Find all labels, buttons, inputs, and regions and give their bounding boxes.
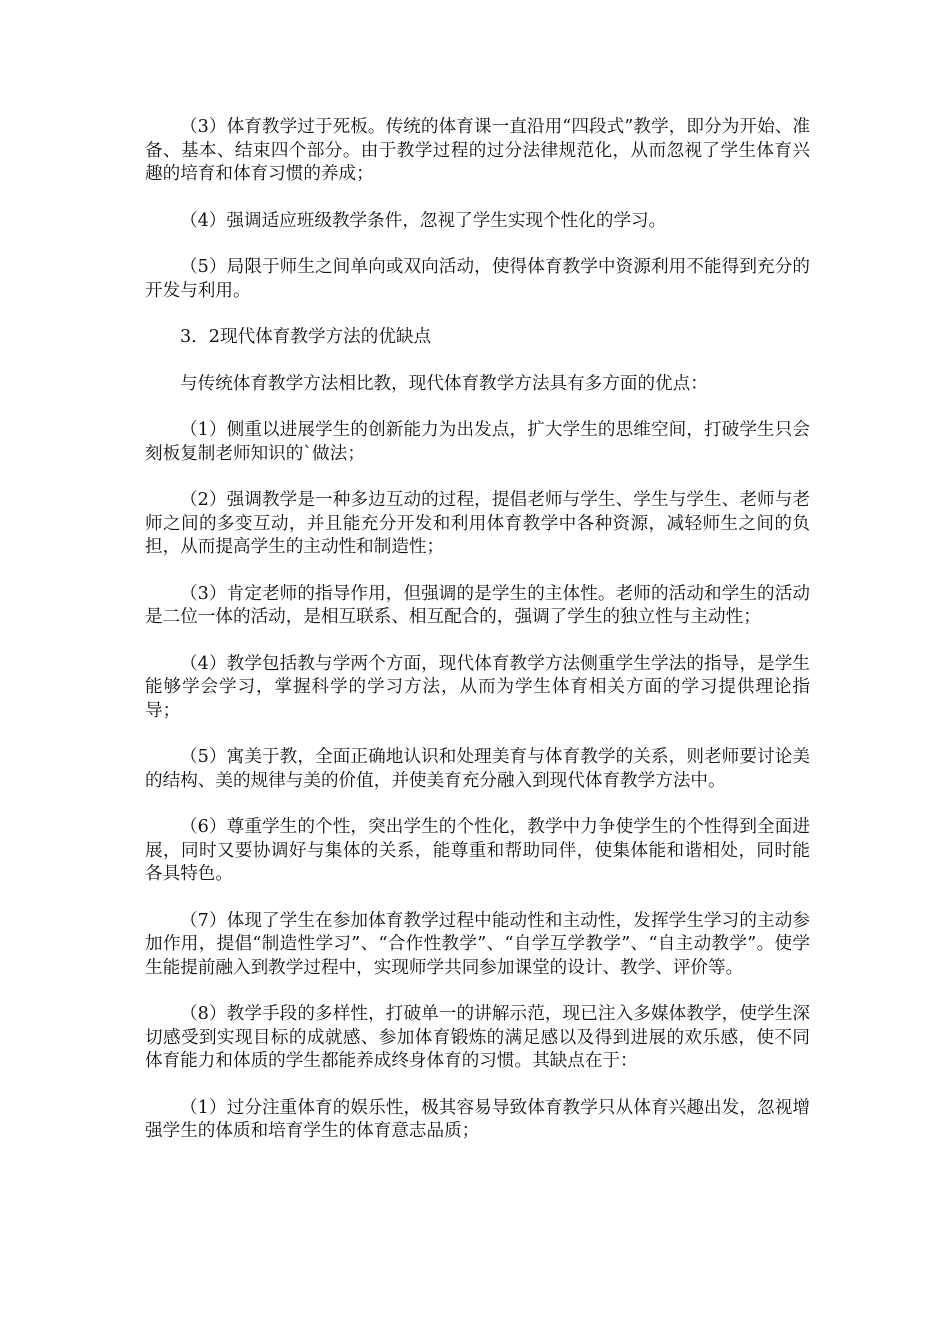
paragraph-advantage-5: （5）寓美于教，全面正确地认识和处理美育与体育教学的关系，则老师要讨论美的结构、美的规律与美的价值，并使美育充分融入到现代体育教学方法中。 bbox=[145, 747, 810, 791]
paragraph-advantage-2: （2）强调教学是一种多边互动的过程，提倡老师与学生、学生与学生、老师与老师之间的多变互动，并且能充分开发和利用体育教学中各种资源，减轻师生之间的负担，从而提高学生的主动性和制造性； bbox=[145, 490, 810, 557]
paragraph-advantage-4: （4）教学包括教与学两个方面，现代体育教学方法侧重学生学法的指导，是学生能够学会学习，掌握科学的学习方法，从而为学生体育相关方面的学习提供理论指导； bbox=[145, 653, 810, 721]
document-body bbox=[145, 116, 810, 1167]
paragraph-advantage-1: （1）侧重以进展学生的创新能力为出发点，扩大学生的思维空间，打破学生只会刻板复制老师知识的`做法； bbox=[145, 420, 810, 464]
paragraph-one-way-activity: （5）局限于师生之间单向或双向活动，使得体育教学中资源利用不能得到充分的开发与利用。 bbox=[145, 257, 810, 301]
paragraph-advantage-6: （6）尊重学生的个性，突出学生的个性化，教学中力争使学生的个性得到全面进展，同时又要协调好与集体的关系，能尊重和帮助同伴，使集体能和谐相处，同时能各具特色。 bbox=[145, 817, 810, 884]
paragraph-rigid-teaching: （3）体育教学过于死板。传统的体育课一直沿用“四段式”教学，即分为开始、准备、基本、结束四个部分。由于教学过程的过分法律规范化，从而忽视了学生体育兴趣的培育和体育习惯的养成； bbox=[145, 117, 810, 184]
paragraph-disadvantage-1: （1）过分注重体育的娱乐性，极其容易导致体育教学只从体育兴趣出发，忽视增强学生的体质和培育学生的体育意志品质； bbox=[145, 1097, 810, 1141]
paragraph-advantage-3: （3）肯定老师的指导作用，但强调的是学生的主体性。老师的活动和学生的活动是二位一体的活动，是相互联系、相互配合的，强调了学生的独立性与主动性； bbox=[145, 583, 810, 627]
paragraph-class-conditions: （4）强调适应班级教学条件，忽视了学生实现个性化的学习。 bbox=[180, 210, 667, 231]
paragraph-advantage-8: （8）教学手段的多样性，打破单一的讲解示范，现已注入多媒体教学，使学生深切感受到实现目标的成就感、参加体育锻炼的满足感以及得到进展的欢乐感，使不同体育能力和体质的学生都能养成终身体育的习惯。其缺点在于： bbox=[145, 1004, 810, 1071]
paragraph-intro-advantages: 与传统体育教学方法相比教，现代体育教学方法具有多方面的优点： bbox=[180, 373, 708, 394]
paragraph-advantage-7: （7）体现了学生在参加体育教学过程中能动性和主动性，发挥学生学习的主动参加作用，提倡“制造性学习”、“合作性教学”、“自学互学教学”、“自主动教学”。使学生能提前融入到教学过程中，实现师学共同参加课堂的设计、教学、评价等。 bbox=[145, 910, 810, 978]
section-heading: 3．2现代体育教学方法的优缺点 bbox=[180, 327, 432, 347]
